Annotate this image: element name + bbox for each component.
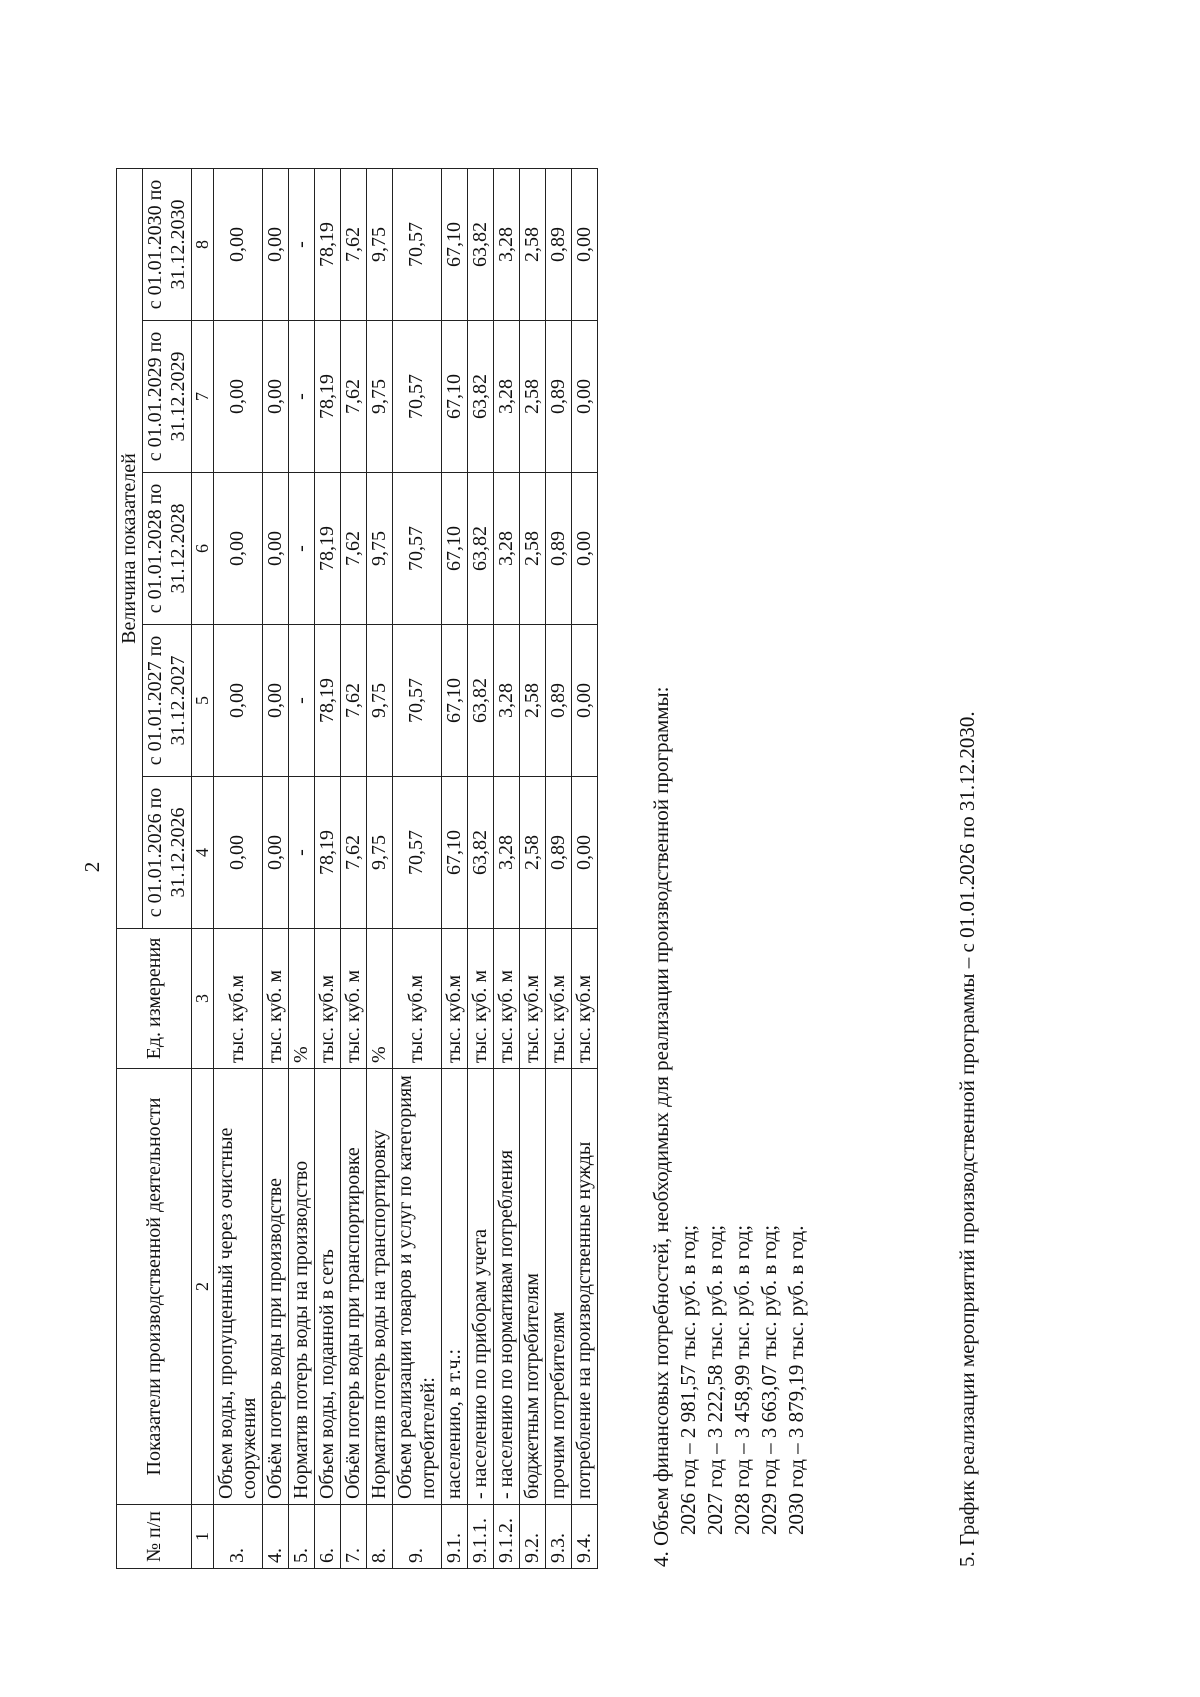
table-row [392,168,441,1568]
row-unit: тыс. куб.м [545,929,571,1069]
row-indicator: Объем реализации товаров и услуг по категориям потребителей: [392,1069,441,1505]
row-indicator: Объём потерь воды при транспортировке [340,1069,366,1505]
row-value: 78,19 [314,473,340,625]
row-num: 9.4. [571,1505,597,1569]
column-number: 3 [192,929,214,1069]
row-value: 70,57 [392,321,441,473]
header-row-1 [117,168,143,1568]
row-unit: тыс. куб.м [213,929,262,1069]
row-value: 67,10 [441,473,467,625]
row-indicator: Объем воды, поданной в сеть [314,1069,340,1505]
table-row [467,168,493,1568]
row-value: 9,75 [366,473,392,625]
row-value: 3,28 [493,777,519,929]
row-value: 78,19 [314,625,340,777]
row-value: 67,10 [441,625,467,777]
table-row [314,168,340,1568]
column-number: 2 [192,1069,214,1505]
row-value: 0,00 [262,777,288,929]
header-num: № п/п [117,1505,192,1569]
row-value: 0,00 [571,777,597,929]
row-unit: тыс. куб.м [519,929,545,1069]
row-indicator: бюджетным потребителям [519,1069,545,1505]
row-unit: тыс. куб. м [262,929,288,1069]
row-value: 67,10 [441,777,467,929]
row-unit: % [366,929,392,1069]
row-value: 0,00 [213,777,262,929]
row-value: - [288,168,314,320]
header-period: с 01.01.2028 по 31.12.2028 [143,473,192,625]
row-value: 9,75 [366,625,392,777]
header-period: с 01.01.2026 по 31.12.2026 [143,777,192,929]
row-unit: тыс. куб. м [340,929,366,1069]
header-group: Величина показателей [117,168,143,928]
column-number: 4 [192,777,214,929]
table-row [545,168,571,1568]
row-value: 9,75 [366,777,392,929]
row-indicator: Объём потерь воды при производстве [262,1069,288,1505]
row-indicator: населению, в т.ч.: [441,1069,467,1505]
row-value: 2,58 [519,168,545,320]
row-value: 63,82 [467,625,493,777]
row-value: 0,00 [571,321,597,473]
row-value: - [288,321,314,473]
row-value: 70,57 [392,473,441,625]
column-number: 7 [192,321,214,473]
row-value: 0,00 [213,168,262,320]
row-value: 70,57 [392,625,441,777]
column-number: 8 [192,168,214,320]
section5-text: 5. График реализации мероприятий производственной программы – с 01.01.2026 по 31.12.2030. [955,711,979,1567]
indicators-table [116,168,598,1569]
row-indicator: - населению по нормативам потребления [493,1069,519,1505]
row-value: 3,28 [493,321,519,473]
row-unit: тыс. куб.м [571,929,597,1069]
row-unit: тыс. куб. м [493,929,519,1069]
table-row [571,168,597,1568]
column-number: 1 [192,1505,214,1569]
row-value: 0,89 [545,321,571,473]
row-value: 0,00 [213,625,262,777]
financial-year-item: 2028 год – 3 458,99 тыс. руб. в год; [730,1224,754,1535]
header-indicator: Показатели производственной деятельности [117,1069,192,1505]
row-value: 2,58 [519,625,545,777]
row-value: 0,00 [262,625,288,777]
row-value: 70,57 [392,777,441,929]
table-row [519,168,545,1568]
row-indicator: потребление на производственные нужды [571,1069,597,1505]
row-value: 9,75 [366,321,392,473]
row-value: 7,62 [340,625,366,777]
column-number: 5 [192,625,214,777]
row-num: 7. [340,1505,366,1569]
row-value: 0,00 [213,473,262,625]
row-value: 3,28 [493,473,519,625]
table-row [366,168,392,1568]
row-indicator: Объем воды, пропущенный через очистные сооружения [213,1069,262,1505]
row-value: 78,19 [314,777,340,929]
financial-year-item: 2027 год – 3 222,58 тыс. руб. в год; [703,1224,727,1535]
row-value: 2,58 [519,321,545,473]
row-value: 2,58 [519,777,545,929]
row-value: 0,89 [545,777,571,929]
row-num: 4. [262,1505,288,1569]
header-period: с 01.01.2029 по 31.12.2029 [143,321,192,473]
row-num: 9.2. [519,1505,545,1569]
row-value: 78,19 [314,168,340,320]
row-num: 5. [288,1505,314,1569]
header-unit: Ед. измерения [117,929,192,1069]
row-indicator: Норматив потерь воды на производство [288,1069,314,1505]
row-value: 3,28 [493,625,519,777]
row-num: 6. [314,1505,340,1569]
row-num: 9.3. [545,1505,571,1569]
row-num: 9. [392,1505,441,1569]
financial-year-item: 2026 год – 2 981,57 тыс. руб. в год; [676,1224,700,1535]
section4-title: 4. Объем финансовых потребностей, необходимых для реализации производственной программы: [649,686,673,1567]
row-value: 67,10 [441,168,467,320]
row-value: 0,89 [545,168,571,320]
row-unit: тыс. куб.м [441,929,467,1069]
row-value: 78,19 [314,321,340,473]
row-unit: тыс. куб. м [467,929,493,1069]
row-value: 0,89 [545,625,571,777]
row-value: 0,89 [545,473,571,625]
row-num: 9.1.2. [493,1505,519,1569]
row-value: 0,00 [571,473,597,625]
row-value: 0,00 [571,168,597,320]
table-row [441,168,467,1568]
financial-year-item: 2030 год – 3 879,19 тыс. руб. в год. [784,1225,808,1535]
row-value: 7,62 [340,777,366,929]
row-indicator: - населению по приборам учета [467,1069,493,1505]
table-row [340,168,366,1568]
row-value: 0,00 [262,168,288,320]
row-num: 9.1. [441,1505,467,1569]
header-period: с 01.01.2027 по 31.12.2027 [143,625,192,777]
row-value: 7,62 [340,321,366,473]
row-value: 0,00 [262,473,288,625]
financial-year-item: 2029 год – 3 663,07 тыс. руб. в год; [757,1224,781,1535]
row-num: 9.1.1. [467,1505,493,1569]
row-value: 9,75 [366,168,392,320]
table-row [213,168,262,1568]
row-value: - [288,777,314,929]
row-value: 67,10 [441,321,467,473]
row-unit: % [288,929,314,1069]
row-indicator: прочим потребителям [545,1069,571,1505]
row-value: 63,82 [467,473,493,625]
row-value: 3,28 [493,168,519,320]
row-value: 63,82 [467,168,493,320]
column-numbers-row [192,168,214,1568]
row-indicator: Норматив потерь воды на транспортировку [366,1069,392,1505]
row-unit: тыс. куб.м [392,929,441,1069]
row-value: 2,58 [519,473,545,625]
row-unit: тыс. куб.м [314,929,340,1069]
row-value: - [288,625,314,777]
table-row [288,168,314,1568]
row-value: - [288,473,314,625]
row-num: 8. [366,1505,392,1569]
table-row [262,168,288,1568]
row-value: 0,00 [571,625,597,777]
row-value: 63,82 [467,777,493,929]
table-row [493,168,519,1568]
row-value: 63,82 [467,321,493,473]
row-value: 70,57 [392,168,441,320]
page-number: 2 [80,861,104,873]
header-period: с 01.01.2030 по 31.12.2030 [143,168,192,320]
row-value: 7,62 [340,473,366,625]
column-number: 6 [192,473,214,625]
row-value: 0,00 [213,321,262,473]
row-value: 0,00 [262,321,288,473]
row-num: 3. [213,1505,262,1569]
row-value: 7,62 [340,168,366,320]
table-body [117,168,598,1568]
notes-block [648,267,981,1567]
